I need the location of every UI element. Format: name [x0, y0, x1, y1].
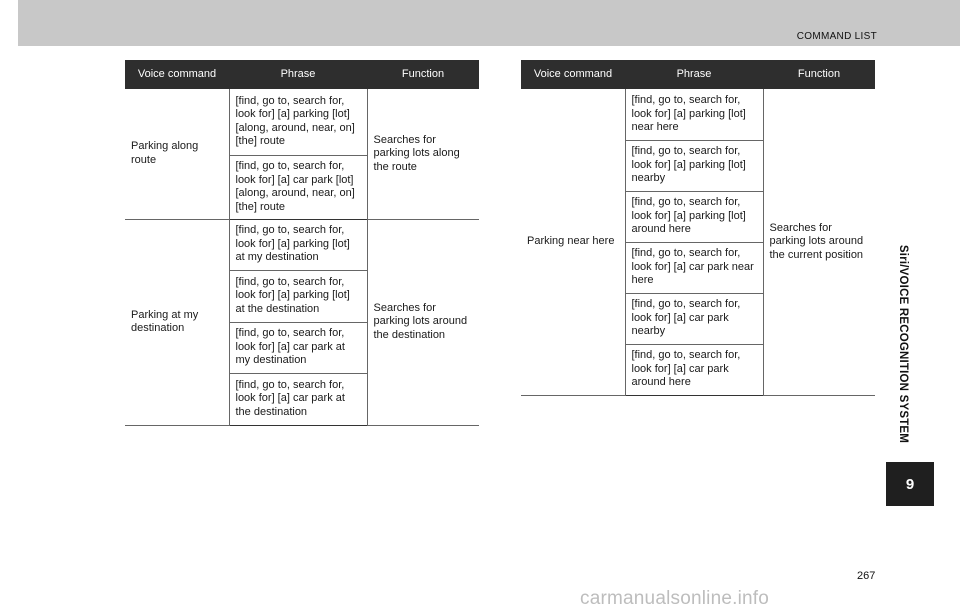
- voice-command-table-left: [125, 60, 479, 426]
- phrase-cell: [find, go to, search for, look for] [a] parking [lot] [along, around, near, on] [the] route: [229, 89, 367, 155]
- chapter-side-label: [887, 226, 919, 462]
- page-header-title: COMMAND LIST: [796, 31, 877, 42]
- voice-command-cell: Parking near here: [521, 89, 625, 395]
- function-cell: Searches for parking lots around the destination: [367, 219, 479, 425]
- watermark: carmanualsonline.info: [580, 588, 770, 609]
- voice-command-cell: Parking at my destination: [125, 219, 229, 425]
- phrase-cell: [find, go to, search for, look for] [a] parking [lot] at the destination: [229, 270, 367, 322]
- column-header-phrase: Phrase: [625, 60, 763, 89]
- phrase-cell: [find, go to, search for, look for] [a] car park at my destination: [229, 322, 367, 373]
- column-header-function: Function: [763, 60, 875, 89]
- table-header-row: [521, 60, 875, 89]
- column-header-phrase: Phrase: [229, 60, 367, 89]
- phrase-cell: [find, go to, search for, look for] [a] car park nearby: [625, 293, 763, 344]
- table-header-row: [125, 60, 479, 89]
- phrase-cell: [find, go to, search for, look for] [a] car park [lot] [along, around, near, on] [the] route: [229, 155, 367, 219]
- phrase-cell: [find, go to, search for, look for] [a] parking [lot] near here: [625, 89, 763, 140]
- voice-command-table-right: [521, 60, 875, 396]
- function-cell: Searches for parking lots around the current position: [763, 89, 875, 395]
- column-header-voice-command: Voice command: [521, 60, 625, 89]
- phrase-cell: [find, go to, search for, look for] [a] parking [lot] nearby: [625, 140, 763, 191]
- phrase-cell: [find, go to, search for, look for] [a] parking [lot] at my destination: [229, 219, 367, 270]
- phrase-cell: [find, go to, search for, look for] [a] car park around here: [625, 344, 763, 395]
- phrase-cell: [find, go to, search for, look for] [a] car park near here: [625, 242, 763, 293]
- table-row: [521, 89, 875, 140]
- page-number: 267: [857, 570, 876, 582]
- table-row: [125, 219, 479, 270]
- chapter-side-label-text: Siri/VOICE RECOGNITION SYSTEM: [897, 244, 910, 444]
- column-header-function: Function: [367, 60, 479, 89]
- function-cell: Searches for parking lots along the route: [367, 89, 479, 219]
- table-row: [125, 89, 479, 155]
- column-header-voice-command: Voice command: [125, 60, 229, 89]
- voice-command-cell: Parking along route: [125, 89, 229, 219]
- phrase-cell: [find, go to, search for, look for] [a] car park at the destination: [229, 373, 367, 425]
- phrase-cell: [find, go to, search for, look for] [a] parking [lot] around here: [625, 191, 763, 242]
- chapter-number-tab: 9: [886, 462, 934, 506]
